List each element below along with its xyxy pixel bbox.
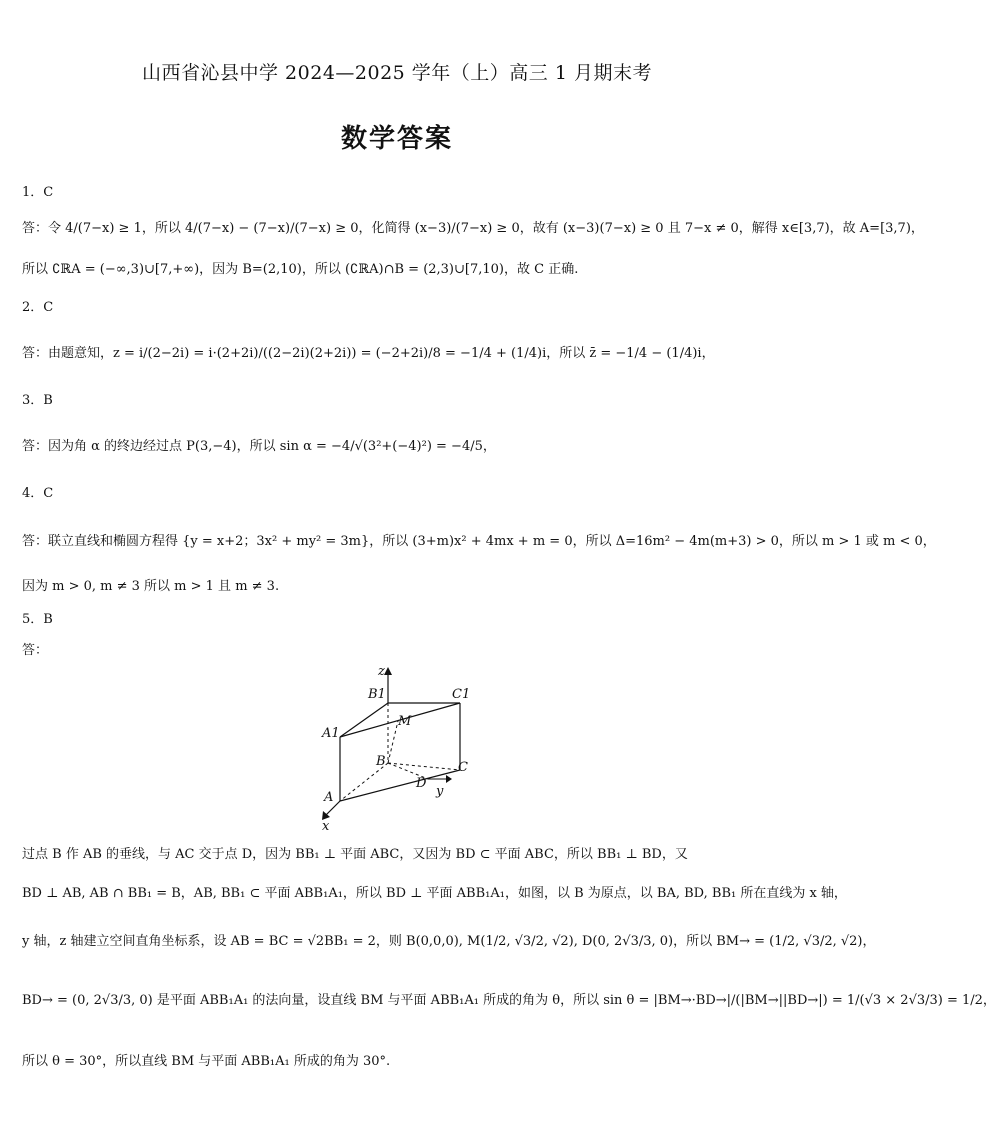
question-5-answer-line-2: BD ⊥ AB, AB ∩ BB₁ = B，AB, BB₁ ⊂ 平面 ABB₁A₁，所以 BD ⊥ 平面 ABB₁A₁，如图，以 B 为原点，以 BA, BD, BB₁ 所在直线为 x 轴， (22, 886, 847, 901)
question-5-answer-label: 答： (22, 643, 49, 658)
question-3-answer: 答：因为角 α 的终边经过点 P(3,−4)，所以 sin α = −4/√(3²+(−4)²) = −4/5， (22, 439, 496, 454)
question-5-answer-line-1: 过点 B 作 AB 的垂线，与 AC 交于点 D，因为 BB₁ ⊥ 平面 ABC，又因为 BD ⊂ 平面 ABC，所以 BB₁ ⊥ BD，又 (22, 847, 688, 862)
label-b1: B1 (368, 687, 386, 702)
question-2-answer: 答：由题意知，z = i/(2−2i) = i·(2+2i)/((2−2i)(2+2i)) = (−2+2i)/8 = −1/4 + (1/4)i，所以 z̄ = −1/4 − (1/4)i， (22, 346, 715, 361)
question-3-number: 3．B (22, 393, 53, 408)
question-1-answer-line-1: 答：令 4/(7−x) ≥ 1，所以 4/(7−x) − (7−x)/(7−x) ≥ 0，化简得 (x−3)/(7−x) ≥ 0，故有 (x−3)(7−x) ≥ 0 且 7−x ≠ 0，解得 x∈[3,7)，故 A=[3,7)， (22, 221, 924, 236)
question-5-answer-line-5: 所以 θ = 30°，所以直线 BM 与平面 ABB₁A₁ 所成的角为 30°. (22, 1054, 391, 1069)
prism-diagram (300, 665, 500, 835)
label-d: D (416, 776, 427, 791)
question-5-number: 5．B (22, 612, 53, 627)
label-x: x (322, 819, 330, 834)
document-heading: 数学答案 (340, 124, 453, 154)
question-5-answer-line-3: y 轴，z 轴建立空间直角坐标系，设 AB = BC = √2BB₁ = 2，则 B(0,0,0), M(1/2, √3/2, √2), D(0, 2√3/3, 0)，所以 BM→ = (1/2, √3/2, √2)， (22, 934, 876, 949)
question-4-number: 4．C (22, 486, 54, 501)
prism-figure (300, 665, 500, 835)
label-z: z (378, 664, 385, 679)
label-b: B (376, 754, 386, 769)
label-c: C (458, 760, 468, 775)
label-m: M (398, 714, 412, 729)
label-c1: C1 (452, 687, 471, 702)
label-a1: A1 (322, 726, 340, 741)
label-y: y (436, 784, 444, 799)
document-title: 山西省沁县中学 2024—2025 学年（上）高三 1 月期末考 (142, 62, 652, 84)
question-2-number: 2．C (22, 300, 54, 315)
question-5-answer-line-4: BD→ = (0, 2√3/3, 0) 是平面 ABB₁A₁ 的法向量，设直线 BM 与平面 ABB₁A₁ 所成的角为 θ，所以 sin θ = |BM→·BD→|/(|BM→||BD→|) = 1/(√3 × 2√3/3) = 1/2， (22, 993, 996, 1008)
question-1-number: 1．C (22, 185, 54, 200)
question-4-answer-line-1: 答：联立直线和椭圆方程得 {y = x+2；3x² + my² = 3m}，所以 (3+m)x² + 4mx + m = 0，所以 Δ=16m² − 4m(m+3) > 0，所以 m > 1 或 m < 0， (22, 534, 936, 549)
question-4-answer-line-2: 因为 m > 0, m ≠ 3 所以 m > 1 且 m ≠ 3. (22, 579, 280, 594)
question-1-answer-line-2: 所以 ∁ℝA = (−∞,3)∪[7,+∞)，因为 B=(2,10)，所以 (∁ℝA)∩B = (2,3)∪[7,10)，故 C 正确. (22, 262, 579, 277)
label-a: A (324, 790, 334, 805)
